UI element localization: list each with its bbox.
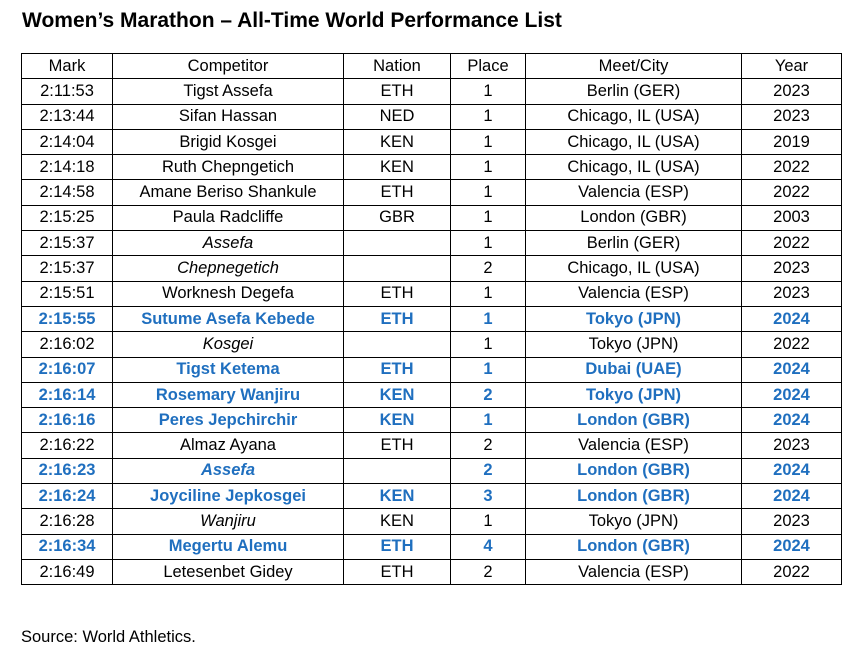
mark-cell: 2:16:07: [22, 357, 113, 382]
year-cell: 2022: [742, 231, 842, 256]
meet-city-cell: London (GBR): [526, 458, 742, 483]
place-cell: 2: [451, 256, 526, 281]
year-cell: 2024: [742, 357, 842, 382]
mark-cell: 2:16:02: [22, 332, 113, 357]
meet-city-cell: London (GBR): [526, 484, 742, 509]
table-row: [22, 433, 842, 458]
meet-city-cell: Chicago, IL (USA): [526, 256, 742, 281]
nation-cell: KEN: [344, 484, 451, 509]
competitor-cell: Paula Radcliffe: [113, 205, 344, 230]
year-cell: 2023: [742, 509, 842, 534]
mark-cell: 2:16:24: [22, 484, 113, 509]
table-body: [22, 79, 842, 585]
nation-cell: ETH: [344, 79, 451, 104]
year-cell: 2022: [742, 559, 842, 584]
year-cell: 2019: [742, 129, 842, 154]
meet-city-cell: Tokyo (JPN): [526, 332, 742, 357]
place-cell: 1: [451, 332, 526, 357]
place-cell: 1: [451, 306, 526, 331]
place-cell: 2: [451, 458, 526, 483]
meet-city-cell: Berlin (GER): [526, 79, 742, 104]
mark-cell: 2:11:53: [22, 79, 113, 104]
column-header-mark: Mark: [22, 54, 113, 79]
year-cell: 2023: [742, 433, 842, 458]
nation-cell: NED: [344, 104, 451, 129]
competitor-cell: Assefa: [113, 458, 344, 483]
year-cell: 2024: [742, 458, 842, 483]
mark-cell: 2:15:25: [22, 205, 113, 230]
competitor-cell: Sifan Hassan: [113, 104, 344, 129]
competitor-cell: Brigid Kosgei: [113, 129, 344, 154]
performance-table: [21, 53, 842, 585]
table-row: [22, 281, 842, 306]
page-title: Women’s Marathon – All-Time World Performance List: [22, 9, 562, 32]
meet-city-cell: Valencia (ESP): [526, 281, 742, 306]
table-row: [22, 205, 842, 230]
nation-cell: [344, 332, 451, 357]
meet-city-cell: Tokyo (JPN): [526, 509, 742, 534]
column-header-competitor: Competitor: [113, 54, 344, 79]
year-cell: 2022: [742, 332, 842, 357]
meet-city-cell: London (GBR): [526, 408, 742, 433]
mark-cell: 2:16:34: [22, 534, 113, 559]
table-row: [22, 458, 842, 483]
place-cell: 1: [451, 509, 526, 534]
nation-cell: [344, 256, 451, 281]
year-cell: 2023: [742, 256, 842, 281]
year-cell: 2023: [742, 104, 842, 129]
table-row: [22, 231, 842, 256]
table-row: [22, 559, 842, 584]
table-row: [22, 79, 842, 104]
year-cell: 2024: [742, 484, 842, 509]
place-cell: 2: [451, 382, 526, 407]
nation-cell: ETH: [344, 559, 451, 584]
mark-cell: 2:16:23: [22, 458, 113, 483]
place-cell: 1: [451, 357, 526, 382]
place-cell: 1: [451, 129, 526, 154]
header-row: [22, 54, 842, 79]
competitor-cell: Sutume Asefa Kebede: [113, 306, 344, 331]
place-cell: 1: [451, 205, 526, 230]
place-cell: 2: [451, 559, 526, 584]
meet-city-cell: Valencia (ESP): [526, 180, 742, 205]
place-cell: 1: [451, 281, 526, 306]
mark-cell: 2:15:37: [22, 256, 113, 281]
place-cell: 1: [451, 79, 526, 104]
year-cell: 2023: [742, 281, 842, 306]
competitor-cell: Kosgei: [113, 332, 344, 357]
competitor-cell: Peres Jepchirchir: [113, 408, 344, 433]
nation-cell: KEN: [344, 382, 451, 407]
mark-cell: 2:14:04: [22, 129, 113, 154]
nation-cell: ETH: [344, 534, 451, 559]
year-cell: 2023: [742, 79, 842, 104]
mark-cell: 2:16:22: [22, 433, 113, 458]
competitor-cell: Wanjiru: [113, 509, 344, 534]
place-cell: 3: [451, 484, 526, 509]
meet-city-cell: Dubai (UAE): [526, 357, 742, 382]
mark-cell: 2:15:51: [22, 281, 113, 306]
competitor-cell: Assefa: [113, 231, 344, 256]
competitor-cell: Amane Beriso Shankule: [113, 180, 344, 205]
place-cell: 1: [451, 104, 526, 129]
nation-cell: [344, 231, 451, 256]
meet-city-cell: Tokyo (JPN): [526, 382, 742, 407]
mark-cell: 2:16:49: [22, 559, 113, 584]
place-cell: 1: [451, 231, 526, 256]
meet-city-cell: Chicago, IL (USA): [526, 155, 742, 180]
place-cell: 1: [451, 155, 526, 180]
table-row: [22, 509, 842, 534]
mark-cell: 2:14:18: [22, 155, 113, 180]
competitor-cell: Rosemary Wanjiru: [113, 382, 344, 407]
competitor-cell: Almaz Ayana: [113, 433, 344, 458]
table-row: [22, 408, 842, 433]
mark-cell: 2:16:28: [22, 509, 113, 534]
table-row: [22, 484, 842, 509]
table-row: [22, 104, 842, 129]
competitor-cell: Chepnegetich: [113, 256, 344, 281]
competitor-cell: Megertu Alemu: [113, 534, 344, 559]
meet-city-cell: Valencia (ESP): [526, 433, 742, 458]
column-header-meet-city: Meet/City: [526, 54, 742, 79]
meet-city-cell: London (GBR): [526, 205, 742, 230]
competitor-cell: Tigst Ketema: [113, 357, 344, 382]
meet-city-cell: Valencia (ESP): [526, 559, 742, 584]
meet-city-cell: Berlin (GER): [526, 231, 742, 256]
nation-cell: ETH: [344, 433, 451, 458]
source-note: Source: World Athletics.: [21, 628, 196, 646]
nation-cell: ETH: [344, 357, 451, 382]
year-cell: 2024: [742, 306, 842, 331]
column-header-place: Place: [451, 54, 526, 79]
mark-cell: 2:16:14: [22, 382, 113, 407]
nation-cell: KEN: [344, 408, 451, 433]
column-header-year: Year: [742, 54, 842, 79]
meet-city-cell: Chicago, IL (USA): [526, 104, 742, 129]
table-row: [22, 357, 842, 382]
year-cell: 2022: [742, 180, 842, 205]
competitor-cell: Tigst Assefa: [113, 79, 344, 104]
meet-city-cell: Tokyo (JPN): [526, 306, 742, 331]
year-cell: 2024: [742, 408, 842, 433]
nation-cell: KEN: [344, 129, 451, 154]
competitor-cell: Worknesh Degefa: [113, 281, 344, 306]
table-row: [22, 180, 842, 205]
year-cell: 2024: [742, 382, 842, 407]
column-header-nation: Nation: [344, 54, 451, 79]
meet-city-cell: London (GBR): [526, 534, 742, 559]
mark-cell: 2:14:58: [22, 180, 113, 205]
table-row: [22, 306, 842, 331]
table-row: [22, 534, 842, 559]
table-row: [22, 129, 842, 154]
competitor-cell: Joyciline Jepkosgei: [113, 484, 344, 509]
mark-cell: 2:15:37: [22, 231, 113, 256]
place-cell: 2: [451, 433, 526, 458]
nation-cell: KEN: [344, 155, 451, 180]
mark-cell: 2:16:16: [22, 408, 113, 433]
place-cell: 1: [451, 408, 526, 433]
competitor-cell: Letesenbet Gidey: [113, 559, 344, 584]
nation-cell: ETH: [344, 281, 451, 306]
meet-city-cell: Chicago, IL (USA): [526, 129, 742, 154]
table-row: [22, 332, 842, 357]
table-row: [22, 256, 842, 281]
nation-cell: KEN: [344, 509, 451, 534]
mark-cell: 2:13:44: [22, 104, 113, 129]
place-cell: 4: [451, 534, 526, 559]
nation-cell: GBR: [344, 205, 451, 230]
table-row: [22, 382, 842, 407]
mark-cell: 2:15:55: [22, 306, 113, 331]
place-cell: 1: [451, 180, 526, 205]
table-row: [22, 155, 842, 180]
nation-cell: ETH: [344, 180, 451, 205]
year-cell: 2003: [742, 205, 842, 230]
year-cell: 2022: [742, 155, 842, 180]
nation-cell: ETH: [344, 306, 451, 331]
nation-cell: [344, 458, 451, 483]
year-cell: 2024: [742, 534, 842, 559]
competitor-cell: Ruth Chepngetich: [113, 155, 344, 180]
